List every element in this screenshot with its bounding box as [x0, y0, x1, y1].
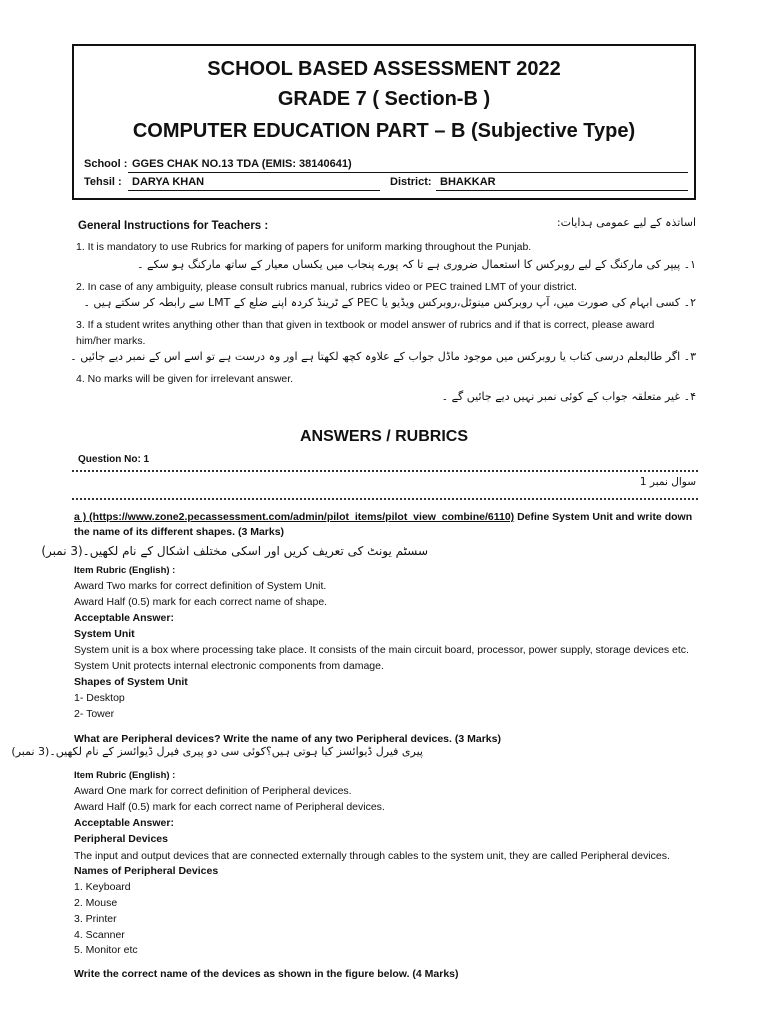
instruction-3-ur: ۳۔ اگر طالبعلم درسی کتاب یا روبرکس میں موجود ماڈل جواب کے علاوہ کچھ لکھتا ہے اور وہ درست ہے تو اسے اس کے نمبر دیے جائیں ۔ [70, 350, 696, 363]
shape-1: 1- Desktop [74, 692, 125, 704]
names-title: Names of Peripheral Devices [74, 865, 219, 877]
name-4: 4. Scanner [74, 929, 125, 941]
instruction-1-ur: ۱۔ پیپر کی مارکنگ کے لیے روبرکس کا استعمال ضروری ہے تا کہ پورے پنجاب میں یکساں معیار کے ساتھ مارکنگ ہو سکے ۔ [137, 258, 696, 271]
instructions-heading: General Instructions for Teachers : [78, 220, 269, 232]
tehsil-value: DARYA KHAN [132, 176, 205, 188]
system-unit-def-1: System unit is a box where processing take place. It consists of the main circuit board, processor, power supply, storage devices etc. [74, 644, 689, 656]
instruction-2-ur: ۲۔ کسی ابہام کی صورت میں، آپ روبرکس مینوئل،روبرکس ویڈیو یا PEC کے ٹرینڈ کردہ اپنے ضلع کے LMT سے رابطہ کر سکتے ہیں ۔ [83, 296, 696, 309]
rubric-b-1: Award One mark for correct definition of Peripheral devices. [74, 785, 352, 797]
rubric-a-2: Award Half (0.5) mark for each correct name of shape. [74, 596, 328, 608]
part-a-link[interactable]: a ) (https://www.zone2.pecassessment.com/admin/pilot_items/pilot_view_combine/6110) [74, 511, 515, 523]
dotted-divider-bottom [72, 498, 698, 500]
instruction-4-ur: ۴۔ غیر متعلقہ جواب کے کوئی نمبر نہیں دیے جائیں گے ۔ [441, 390, 696, 403]
part-a-line2: the name of its different shapes. (3 Marks) [74, 526, 285, 538]
name-2: 2. Mouse [74, 897, 118, 909]
system-unit-def-2: System Unit protects internal electronic components from damage. [74, 660, 384, 672]
peripheral-def: The input and output devices that are connected externally through cables to the system unit, they are called Peripheral devices. [74, 850, 670, 862]
grade-title: GRADE 7 ( Section-B ) [277, 88, 491, 110]
part-c-text: Write the correct name of the devices as shown in the figure below. (4 Marks) [74, 968, 459, 980]
rubric-a-label: Item Rubric (English) : [74, 565, 176, 576]
name-5: 5. Monitor etc [74, 944, 138, 956]
question-label-urdu: سوال نمبر 1 [639, 476, 696, 488]
part-b-text: What are Peripheral devices? Write the name of any two Peripheral devices. (3 Marks) [74, 733, 501, 745]
instruction-1-en: 1. It is mandatory to use Rubrics for marking of papers for uniform marking throughout the Punjab. [76, 241, 532, 253]
school-label: School : [84, 158, 128, 170]
district-underline [436, 190, 688, 191]
part-b-urdu: پیری فیرل ڈیوائسز کیا ہوتی ہیں؟کوئی سی دو پیری فیرل ڈیوائسز کے نام لکھیں۔(3 نمبر) [11, 745, 423, 758]
instruction-4-en: 4. No marks will be given for irrelevant answer. [76, 373, 294, 385]
tehsil-underline [128, 190, 380, 191]
name-1: 1. Keyboard [74, 881, 131, 893]
rubric-a-1: Award Two marks for correct definition of System Unit. [74, 580, 327, 592]
assessment-title: SCHOOL BASED ASSESSMENT 2022 [207, 58, 561, 80]
shape-2: 2- Tower [74, 708, 115, 720]
instruction-3-en-cont: him/her marks. [76, 335, 146, 347]
part-a-line1 [74, 510, 692, 524]
answers-heading: ANSWERS / RUBRICS [299, 428, 468, 445]
instructions-heading-urdu: اساتذہ کے لیے عمومی ہدایات: [556, 216, 696, 229]
district-value: BHAKKAR [440, 176, 496, 188]
school-value: GGES CHAK NO.13 TDA (EMIS: 38140641) [132, 158, 352, 170]
question-label: Question No: 1 [78, 454, 150, 465]
part-a-text: Define System Unit and write down [517, 511, 693, 523]
name-3: 3. Printer [74, 913, 117, 925]
dotted-divider-top [72, 470, 698, 472]
acceptable-b: Acceptable Answer: [74, 817, 174, 829]
rubric-b-2: Award Half (0.5) mark for each correct name of Peripheral devices. [74, 801, 385, 813]
acceptable-a: Acceptable Answer: [74, 612, 174, 624]
system-unit-title: System Unit [74, 628, 135, 640]
instruction-3-en: 3. If a student writes anything other than that given in textbook or model answer of rubrics and if that is correct, please award [76, 319, 655, 331]
shapes-title: Shapes of System Unit [74, 676, 188, 688]
rubric-b-label: Item Rubric (English) : [74, 770, 176, 781]
tehsil-label: Tehsil : [84, 176, 122, 188]
subject-title: COMPUTER EDUCATION PART – B (Subjective Type) [132, 120, 636, 142]
instruction-2-en: 2. In case of any ambiguity, please consult rubrics manual, rubrics video or PEC trained LMT of your district. [76, 281, 577, 293]
school-underline [128, 172, 688, 173]
peripheral-title: Peripheral Devices [74, 833, 168, 845]
district-label: District: [390, 176, 432, 188]
part-a-urdu: سسٹم یونٹ کی تعریف کریں اور اسکی مختلف اشکال کے نام لکھیں۔(3 نمبر) [41, 544, 428, 558]
